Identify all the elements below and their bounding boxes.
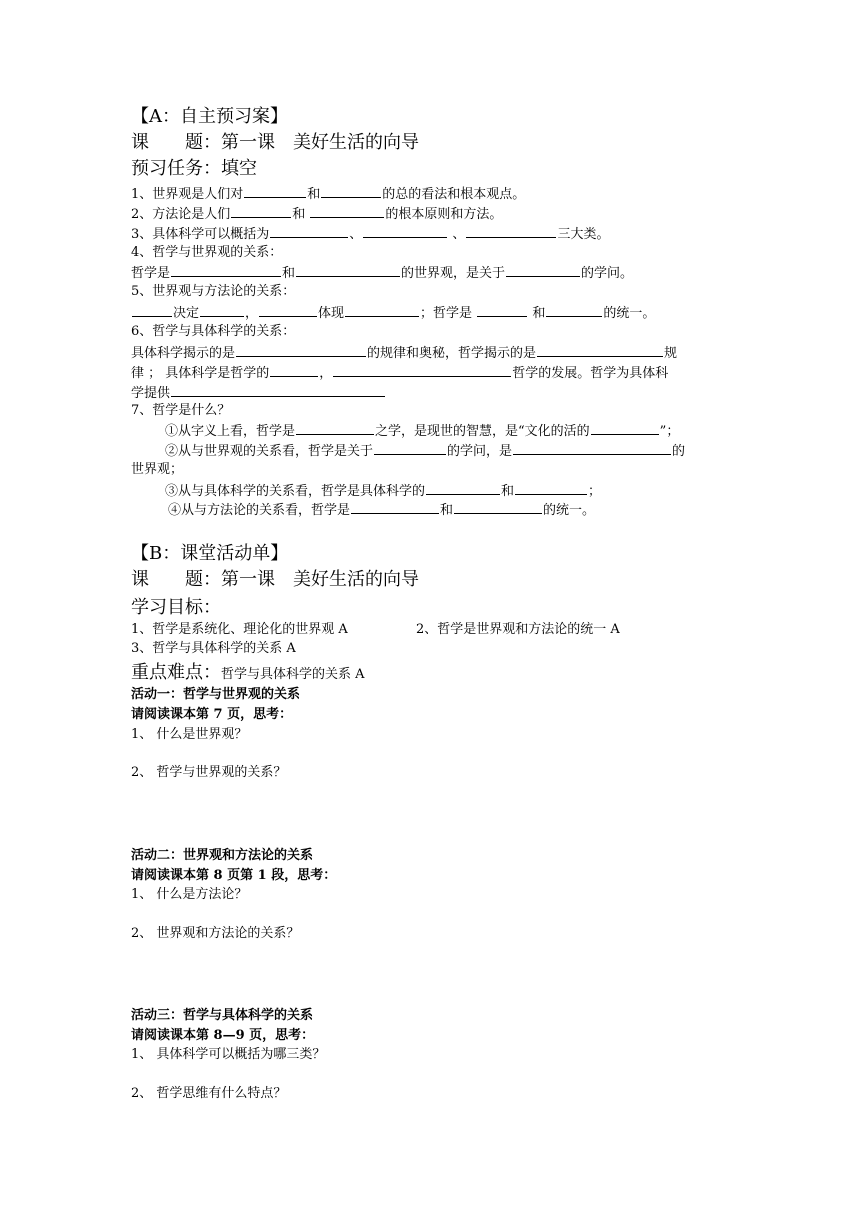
- activity-1-question-1: 1、 什么是世界观？: [131, 727, 248, 742]
- blank[interactable]: [259, 303, 317, 317]
- goal-2: 2、哲学是世界观和方法论的统一 A: [416, 622, 620, 637]
- blank[interactable]: [231, 204, 291, 218]
- question-4-title: 4、哲学与世界观的关系：: [131, 245, 283, 260]
- goal-1: 1、哲学是系统化、理论化的世界观 A: [131, 622, 348, 637]
- section-a-heading: 【A：自主预习案】: [131, 106, 288, 127]
- blank[interactable]: [270, 363, 318, 377]
- question-7-item-2-cont: 世界观；: [131, 462, 184, 477]
- blank[interactable]: [244, 184, 306, 198]
- blank[interactable]: [351, 500, 439, 514]
- blank[interactable]: [200, 303, 244, 317]
- question-5-title: 5、世界观与方法论的关系：: [131, 284, 296, 299]
- key-points: 重点难点：哲学与具体科学的关系 A: [131, 662, 365, 683]
- section-b-topic: 课 题：第一课 美好生活的向导: [131, 569, 419, 590]
- question-4: 哲学是 和 的世界观，是关于 的学问。: [131, 263, 633, 283]
- goals-title: 学习目标：: [131, 597, 221, 618]
- blank[interactable]: [296, 421, 374, 435]
- blank[interactable]: [515, 481, 587, 495]
- activity-2-question-1: 1、 什么是方法论？: [131, 887, 248, 902]
- blank[interactable]: [537, 343, 663, 357]
- question-7-title: 7、哲学是什么？: [131, 403, 231, 418]
- question-7-item-4: ④从与方法论的关系看，哲学是 和 的统一。: [131, 500, 595, 520]
- blank[interactable]: [363, 224, 447, 238]
- activity-2-question-2: 2、 世界观和方法论的关系？: [131, 926, 300, 941]
- blank[interactable]: [132, 303, 172, 317]
- activity-2-title: 活动二：世界观和方法论的关系: [131, 848, 314, 863]
- goal-3: 3、哲学与具体科学的关系 A: [131, 641, 296, 656]
- blank[interactable]: [426, 481, 500, 495]
- blank[interactable]: [333, 363, 511, 377]
- question-7-item-1: ①从字义上看，哲学是 之学，是现世的智慧，是“文化的活的 ”；: [131, 421, 679, 441]
- blank[interactable]: [171, 263, 281, 277]
- activity-3-title: 活动三：哲学与具体科学的关系: [131, 1008, 314, 1023]
- blank[interactable]: [591, 421, 659, 435]
- activity-1-reading: 请阅读课本第 7 页，思考：: [131, 707, 293, 722]
- blank[interactable]: [296, 263, 400, 277]
- activity-3-question-2: 2、 哲学思维有什么特点？: [131, 1086, 287, 1101]
- question-6-line-1: 具体科学揭示的是 的规律和奥秘，哲学揭示的是 规: [131, 343, 677, 363]
- activity-1-title: 活动一：哲学与世界观的关系: [131, 687, 301, 702]
- activity-3-reading: 请阅读课本第 8—9 页，思考：: [131, 1028, 315, 1043]
- preview-task: 预习任务：填空: [131, 158, 257, 179]
- question-1: 1、世界观是人们对 和 的总的看法和根本观点。: [131, 184, 525, 204]
- blank[interactable]: [466, 224, 556, 238]
- blank[interactable]: [345, 303, 419, 317]
- question-6-title: 6、哲学与具体科学的关系：: [131, 324, 296, 339]
- section-a-topic: 课 题：第一课 美好生活的向导: [131, 132, 419, 153]
- blank[interactable]: [310, 204, 384, 218]
- blank[interactable]: [506, 263, 580, 277]
- blank[interactable]: [513, 441, 671, 455]
- blank[interactable]: [454, 500, 542, 514]
- blank[interactable]: [171, 383, 385, 397]
- activity-3-question-1: 1、 具体科学可以概括为哪三类？: [131, 1047, 326, 1062]
- activity-2-reading: 请阅读课本第 8 页第 1 段，思考：: [131, 868, 337, 883]
- activity-1-question-2: 2、 哲学与世界观的关系？: [131, 765, 287, 780]
- question-7-item-3: ③从与具体科学的关系看，哲学是具体科学的 和 ；: [131, 481, 601, 501]
- blank[interactable]: [321, 184, 381, 198]
- question-3: 3、具体科学可以概括为 、 、 三大类。: [131, 224, 609, 244]
- question-6-line-3: 学提供: [131, 383, 386, 403]
- blank[interactable]: [477, 303, 527, 317]
- question-6-line-2: 律 ； 具体科学是哲学的 ， 哲学的发展。哲学为具体科: [131, 363, 668, 383]
- question-5: 决定 ， 体现 ；哲学是 和 的统一。: [131, 303, 655, 323]
- blank[interactable]: [270, 224, 348, 238]
- blank[interactable]: [374, 441, 446, 455]
- blank[interactable]: [546, 303, 602, 317]
- section-b-heading: 【B：课堂活动单】: [131, 543, 289, 564]
- question-2: 2、方法论是人们 和 的根本原则和方法。: [131, 204, 502, 224]
- blank[interactable]: [236, 343, 366, 357]
- question-7-item-2: ②从与世界观的关系看，哲学是关于 的学问，是 的: [131, 441, 685, 461]
